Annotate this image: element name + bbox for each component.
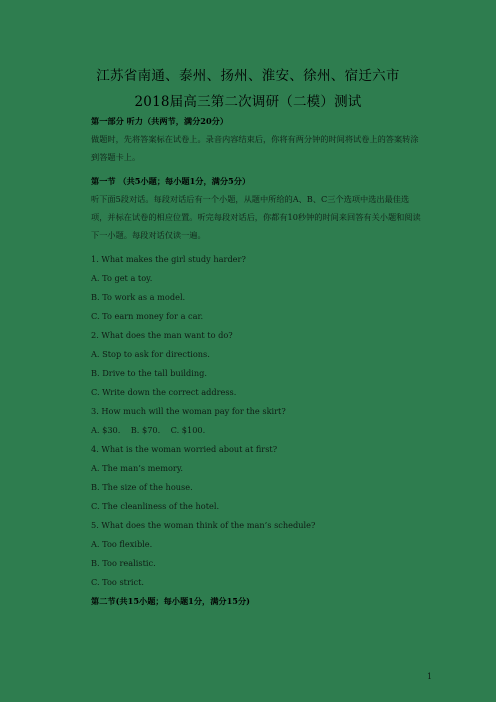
question-2-option-b: B. Drive to the tall building.	[91, 368, 207, 378]
question-5-option-c: C. Too strict.	[91, 577, 144, 587]
section2-heading: 第二节(共15小题；每小题1分，满分15分)	[91, 596, 251, 606]
question-4-option-b: B. The size of the house.	[91, 482, 193, 492]
question-4-option-a: A. The man’s memory.	[91, 463, 183, 473]
section1-instructions: 听下面5段对话。每段对话后有一个小题，从题中所给的A、B、C三个选项中选出最佳选项，并标在试卷的相应位置。听完每段对话后，你都有10秒钟的时间来回答有关小题和阅读下一小题。每段对话仅读一遍。	[91, 194, 421, 240]
question-1-option-b: B. To work as a model.	[91, 292, 186, 302]
question-5-option-a: A. Too flexible.	[91, 539, 153, 549]
section1-heading: 第一节 （共5小题；每小题1分，满分5分）	[91, 176, 251, 186]
part1-heading: 第一部分 听力（共两节，满分20分）	[91, 116, 229, 126]
part1-instructions: 做题时，先将答案标在试卷上。录音内容结束后，你将有两分钟的时间将试卷上的答案转涂到答题卡上。	[91, 134, 419, 162]
exam-title-line1: 江苏省南通、泰州、扬州、淮安、徐州、宿迁六市	[96, 68, 400, 84]
question-2-option-a: A. Stop to ask for directions.	[91, 349, 210, 359]
question-1-option-a: A. To get a toy.	[91, 273, 153, 283]
question-3-stem: 3. How much will the woman pay for the skirt?	[91, 406, 286, 416]
question-5-stem: 5. What does the woman think of the man’s schedule?	[91, 520, 316, 530]
question-2-stem: 2. What does the man want to do?	[91, 330, 233, 340]
question-5-option-b: B. Too realistic.	[91, 558, 156, 568]
exam-title-line2: 2018届高三第二次调研（二模）测试	[134, 94, 362, 110]
question-3-options: A. $30. B. $70. C. $100.	[91, 425, 206, 435]
question-2-option-c: C. Write down the correct address.	[91, 387, 237, 397]
page-number: 1	[427, 672, 433, 681]
question-1-stem: 1. What makes the girl study harder?	[91, 254, 246, 264]
question-1-option-c: C. To earn money for a car.	[91, 311, 204, 321]
question-4-stem: 4. What is the woman worried about at first?	[91, 444, 278, 454]
question-4-option-c: C. The cleanliness of the hotel.	[91, 501, 220, 511]
